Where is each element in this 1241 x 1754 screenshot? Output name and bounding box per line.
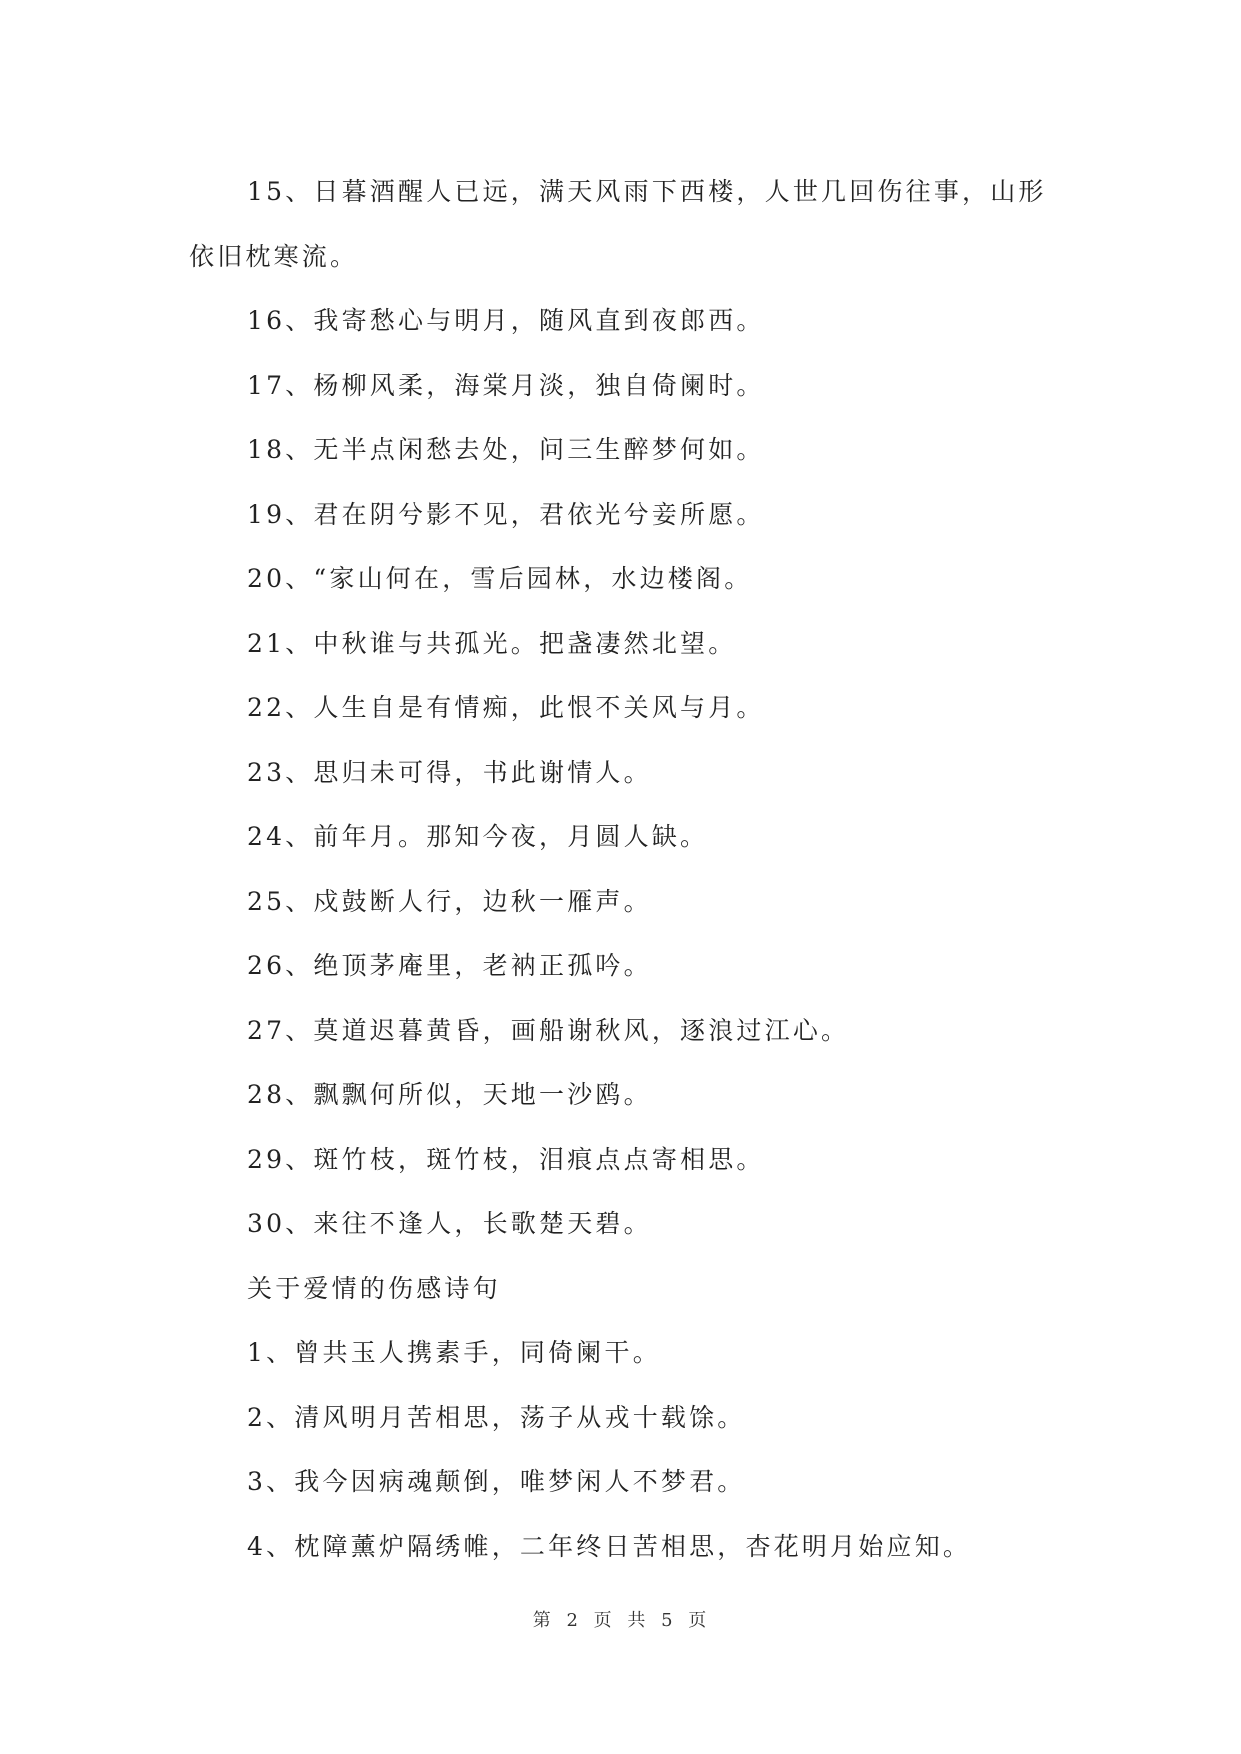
poem-line-4: 4、枕障薰炉隔绣帷，二年终日苦相思，杏花明月始应知。 [247,1531,972,1561]
poem-line-2: 2、清风明月苦相思，荡子从戎十载馀。 [247,1402,746,1432]
poem-line-24: 24、前年月。那知今夜，月圆人缺。 [247,822,709,851]
poem-line-16: 16、我寄愁心与明月，随风直到夜郎西。 [247,306,765,335]
poem-line-25: 25、戍鼓断人行，边秋一雁声。 [247,886,652,916]
poem-line-15: 15、日暮酒醒人已远，满天风雨下西楼，人世几回伤往事，山形依旧枕寒流。 [189,177,1047,271]
poem-line-27: 27、莫道迟暮黄昏，画船谢秋风，逐浪过江心。 [247,1015,850,1045]
poem-line-29: 29、斑竹枝，斑竹枝，泪痕点点寄相思。 [247,1144,765,1174]
poem-line-22: 22、人生自是有情痴，此恨不关风与月。 [247,693,765,722]
poem-line-28: 28、飘飘何所似，天地一沙鸥。 [247,1080,652,1109]
poem-line-3: 3、我今因病魂颠倒，唯梦闲人不梦君。 [247,1467,746,1496]
poem-list [189,160,1069,1579]
poem-line-19: 19、君在阴兮影不见，君依光兮妾所愿。 [247,499,765,529]
section-heading: 关于爱情的伤感诗句 [247,1273,501,1303]
poem-line-30: 30、来往不逢人，长歌楚天碧。 [247,1209,652,1238]
poem-line-26: 26、绝顶茅庵里，老衲正孤吟。 [247,951,652,980]
poem-line-18: 18、无半点闲愁去处，问三生醉梦何如。 [247,435,765,464]
poem-line-1: 1、曾共玉人携素手，同倚阑干。 [247,1338,661,1367]
poem-line-23: 23、思归未可得，书此谢情人。 [247,757,652,787]
page-footer: 第 2 页 共 5 页 [532,1610,709,1631]
poem-line-21: 21、中秋谁与共孤光。把盏凄然北望。 [247,628,737,658]
poem-line-17: 17、杨柳风柔，海棠月淡，独自倚阑时。 [247,370,765,400]
poem-line-20: 20、“家山何在，雪后园林，水边楼阁。 [247,564,753,593]
